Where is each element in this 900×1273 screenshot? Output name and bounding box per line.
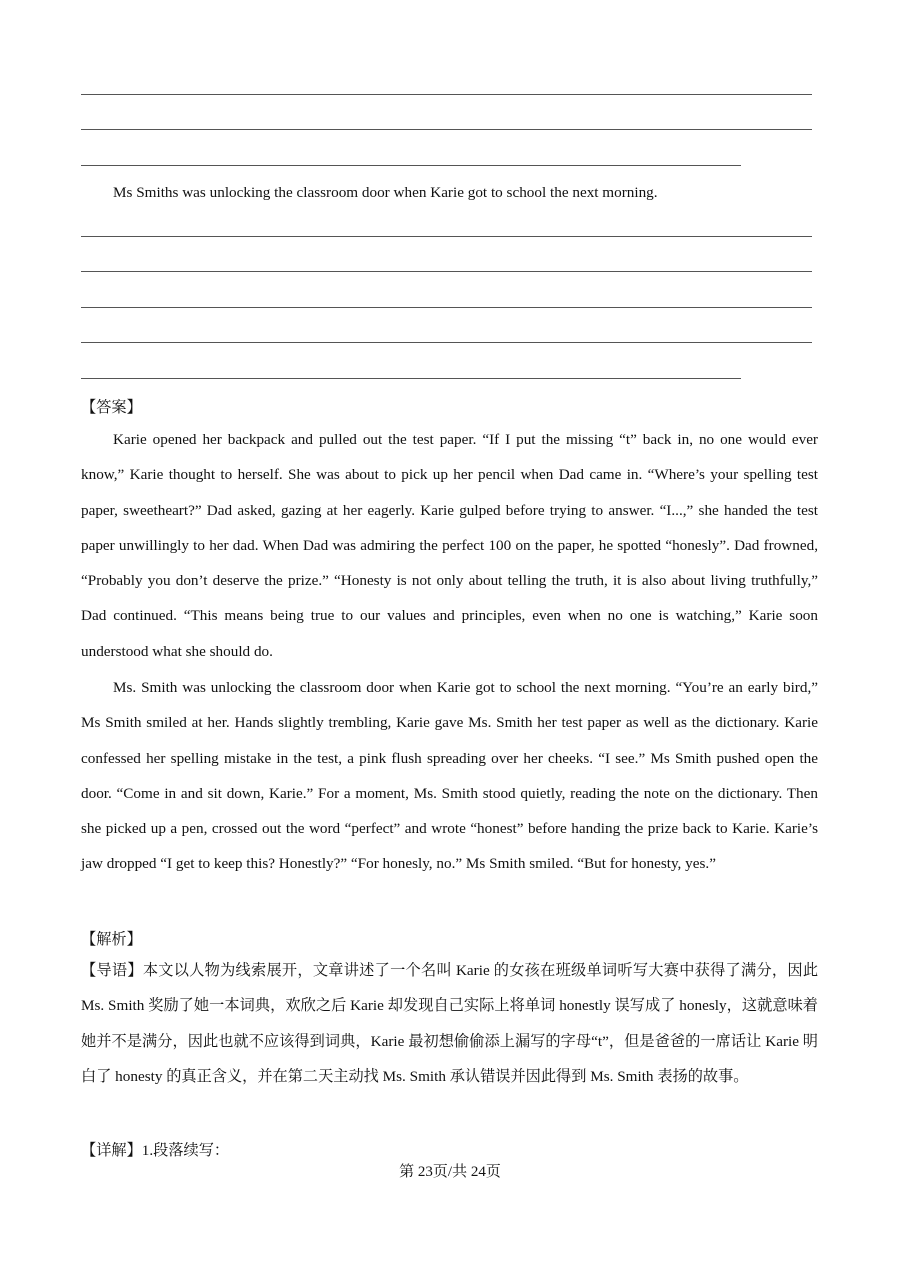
writing-line: [81, 236, 812, 237]
answer-paragraph-1: Karie opened her backpack and pulled out the test paper. “If I put the missing “t” back in, no one would ever know,” Karie thought to herself. She was about to pick up her pencil when Dad came in. “Where’s your spelling test paper, sweetheart?” Dad asked, gazing at her eagerly. Karie gulped before trying to answer. “I...,” she handed the test paper unwillingly to her dad. When Dad was admiring the perfect 100 on the paper, he spotted “honesly”. Dad frowned, “Probably you don’t deserve the prize.” “Honesty is not only about telling the truth, it is also about living truthfully,” Dad continued. “This means being true to our values and principles, even when no one is watching,” Karie soon understood what she should do.: [81, 431, 818, 660]
answer-paragraph-2: Ms. Smith was unlocking the classroom door when Karie got to school the next morning. “You’re an early bird,” Ms Smith smiled at her. Hands slightly trembling, Karie gave Ms. Smith her test paper as well as the dictionary. Karie confessed her spelling mistake in the test, a pink flush spreading over her cheeks. “I see.” Ms Smith pushed open the door. “Come in and sit down, Karie.” For a moment, Ms. Smith stood quietly, reading the note on the dictionary. Then she picked up a pen, crossed out the word “perfect” and wrote “honest” before handing the prize back to Karie. Karie’s jaw dropped “I get to keep this? Honestly?” “For honesly, no.” Ms Smith smiled. “But for honesty, yes.”: [81, 679, 818, 873]
detail-text: 1.段落续写：: [141, 1142, 230, 1159]
detail-line: [81, 1139, 229, 1160]
writing-line: [81, 129, 812, 130]
writing-line: [81, 307, 812, 308]
guide-paragraph: [81, 953, 818, 1094]
writing-line: [81, 165, 741, 166]
writing-line: [81, 378, 741, 379]
writing-line: [81, 342, 812, 343]
guide-label: 【导语】: [81, 962, 143, 979]
writing-line: [81, 94, 812, 95]
paragraph-prompt: Ms Smiths was unlocking the classroom door when Karie got to school the next morning.: [113, 184, 658, 201]
analysis-label: 【解析】: [81, 931, 142, 948]
detail-label: 【详解】: [81, 1142, 142, 1159]
guide-text: 本文以人物为线索展开，文章讲述了一个名叫 Karie 的女孩在班级单词听写大赛中获得了满分，因此 Ms. Smith 奖励了她一本词典，欢欣之后 Karie 却发现自己实际上将单词 honestly 误写成了 honesly，这就意味着她并不是满分，因此也就不应该得到词典，Karie 最初想偷偷添上漏写的字母“t”，但是爸爸的一席话让 Karie 明白了 honesty 的真正含义，并在第二天主动找 Ms. Smith 承认错误并因此得到 Ms. Smith 表扬的故事。: [81, 962, 819, 1085]
writing-line: [81, 271, 812, 272]
page-footer: 第 23页/共 24页: [399, 1164, 501, 1180]
answer-label: 【答案】: [81, 399, 142, 416]
